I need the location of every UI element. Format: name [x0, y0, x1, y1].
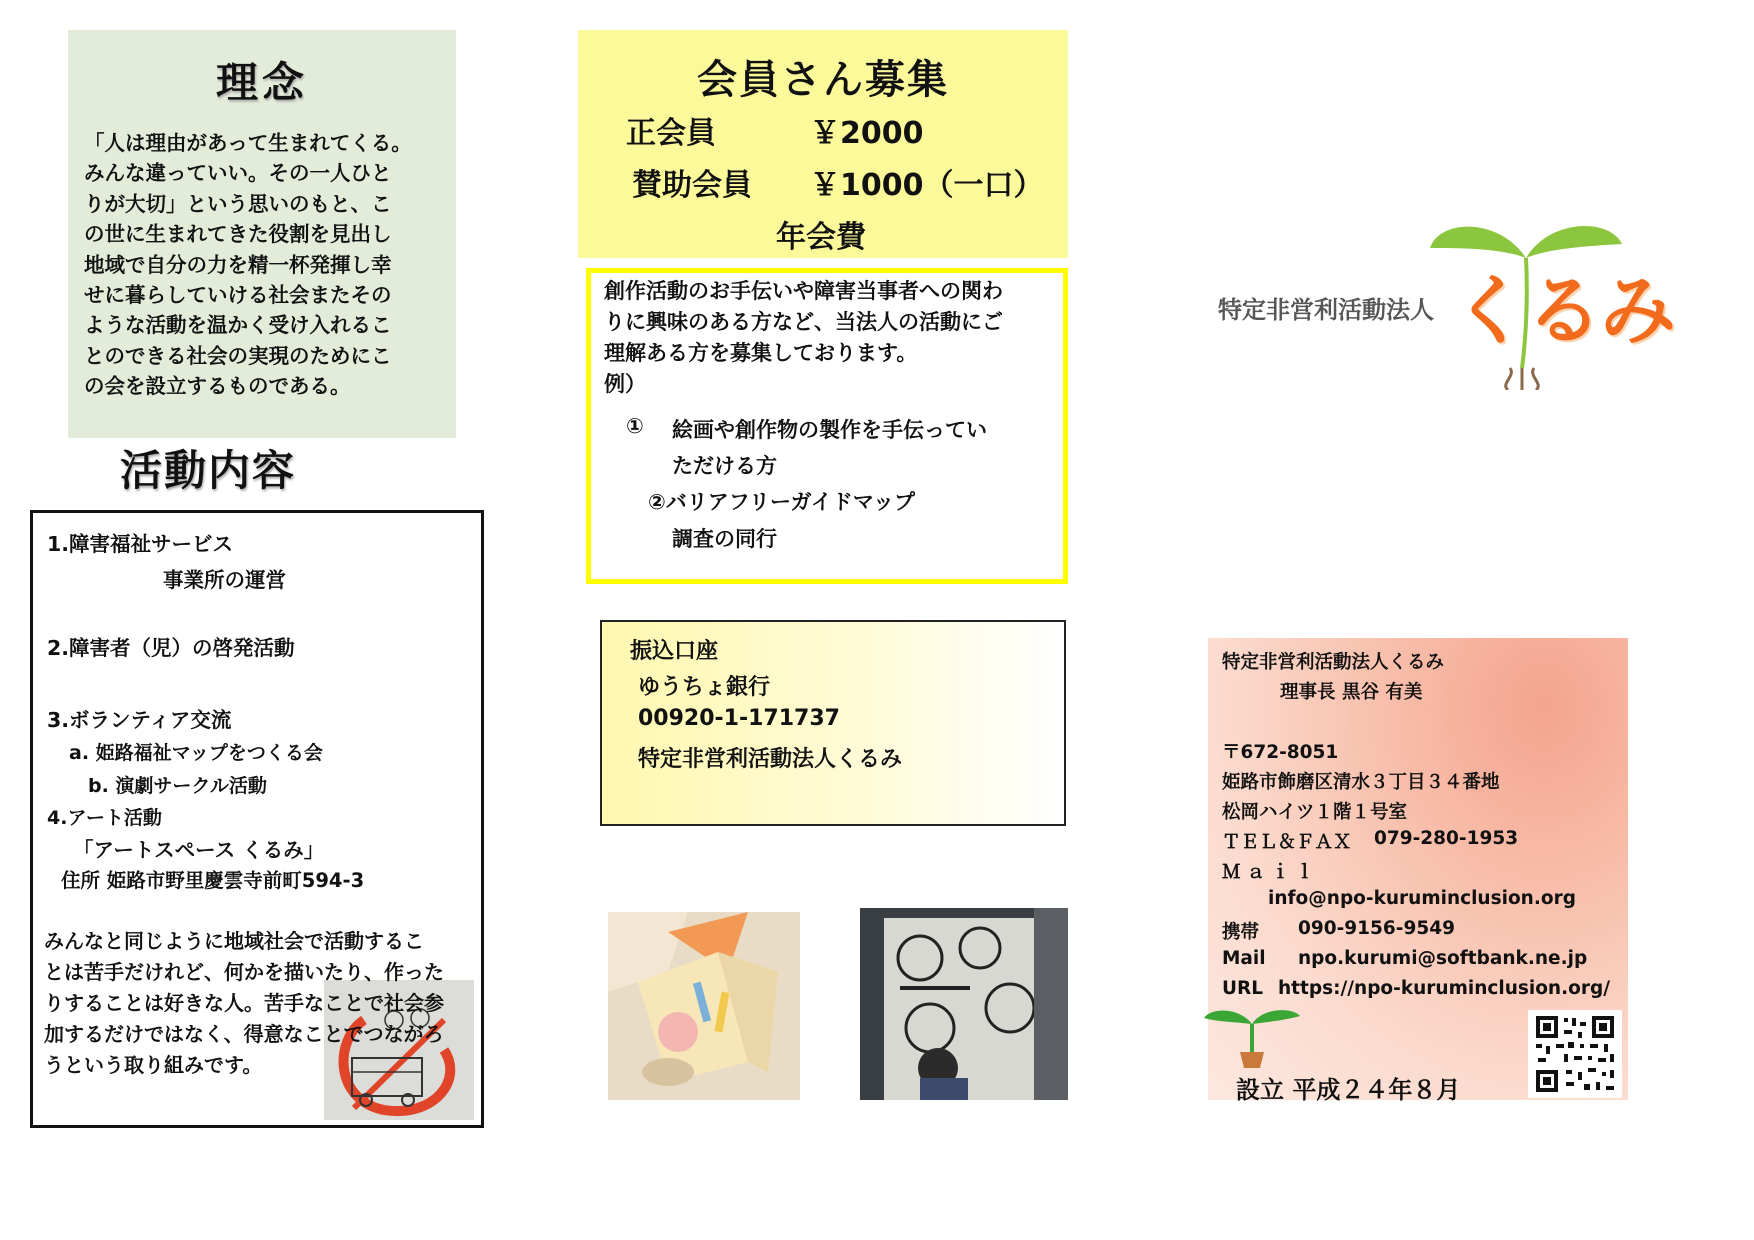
philosophy-line: りが大切」という思いのもと、こ: [84, 191, 392, 216]
description-line: うという取り組みです。: [44, 1053, 263, 1077]
small-sprout-icon: [1204, 1006, 1300, 1070]
activity-item: 1.障害福祉サービス: [47, 532, 234, 556]
description-line: とは苦手だけれど、何かを描いたり、作った: [44, 960, 444, 984]
philosophy-title: 理念: [215, 58, 308, 107]
recruitment-line: りに興味のある方など、当法人の活動にご: [604, 310, 1003, 334]
contact-postal-code: 〒672-8051: [1222, 742, 1339, 763]
art-space-name: 「アートスペース くるみ」: [73, 838, 325, 862]
contact-tel-label: ＴＥＬ＆ＦＡＸ: [1222, 832, 1352, 853]
contact-chairperson: 理事長 黒谷 有美: [1280, 682, 1423, 703]
description-line: りすることは好きな人。苦手なことで社会参: [44, 991, 444, 1015]
bank-account-title: 振込口座: [630, 639, 719, 664]
bank-name: ゆうちょ銀行: [638, 675, 771, 700]
example-1-text: 絵画や創作物の製作を手伝ってい: [672, 418, 987, 442]
contact-address-building: 松岡ハイツ１階１号室: [1222, 802, 1408, 823]
organization-logo-name: くるみ: [1452, 266, 1674, 355]
philosophy-line: の会を設立するものである。: [84, 374, 351, 399]
bank-account-panel: [600, 620, 1066, 826]
contact-mail2-label: Mail: [1222, 948, 1266, 969]
regular-member-fee: ￥2000: [810, 116, 924, 151]
recruitment-line: 理解ある方を募集しております。: [604, 341, 918, 365]
philosophy-line: 「人は理由があって生まれてくる。: [84, 131, 412, 155]
organization-type-label: 特定非営利活動法人: [1218, 296, 1434, 324]
supporting-member-fee: ￥1000（一口）: [810, 168, 1044, 203]
membership-title: 会員さん募集: [697, 57, 949, 103]
contact-mobile-label: 携帯: [1222, 922, 1260, 943]
contact-email-2: npo.kurumi@softbank.ne.jp: [1298, 948, 1588, 969]
philosophy-line: とのできる社会の実現のためにこ: [84, 343, 392, 368]
activity-item: 事業所の運営: [163, 568, 286, 592]
recruitment-text: [604, 276, 1054, 400]
philosophy-line: ような活動を温かく受け入れるこ: [84, 313, 392, 338]
account-number: 00920-1-171737: [638, 706, 840, 731]
activities-description: [44, 926, 462, 1081]
contact-org-name: 特定非営利活動法人くるみ: [1222, 652, 1445, 673]
recruitment-line: 創作活動のお手伝いや障害当事者への関わ: [604, 279, 1003, 303]
mural-painting-photo: [860, 908, 1068, 1100]
description-line: みんなと同じように地域社会で活動するこ: [44, 929, 424, 953]
example-1-text-cont: ただける方: [672, 454, 777, 478]
annual-fee-label: 年会費: [776, 220, 866, 255]
philosophy-text: [84, 128, 450, 402]
crafts-photo: [608, 912, 800, 1100]
example-2-text: ②バリアフリーガイドマップ: [648, 490, 916, 514]
philosophy-line: 地域で自分の力を精一杯発揮し幸: [84, 252, 392, 277]
activity-item: 3.ボランティア交流: [47, 708, 232, 732]
contact-tel: 079-280-1953: [1374, 828, 1519, 849]
philosophy-line: の世に生まれてきた役割を見出し: [84, 222, 392, 247]
regular-member-label: 正会員: [626, 116, 716, 151]
founding-date: 設立 平成２４年８月: [1236, 1076, 1461, 1104]
contact-address: 姫路市飾磨区清水３丁目３４番地: [1222, 772, 1500, 793]
art-space-address: 住所 姫路市野里慶雲寺前町594-3: [61, 869, 365, 892]
example-2-text-cont: 調査の同行: [672, 527, 777, 551]
contact-url-label: URL: [1222, 978, 1264, 999]
activity-subitem: b. 演劇サークル活動: [88, 775, 267, 797]
description-line: 加するだけではなく、得意なことでつながろ: [44, 1022, 444, 1046]
supporting-member-label: 賛助会員: [632, 168, 752, 203]
contact-mobile: 090-9156-9549: [1298, 918, 1455, 939]
philosophy-line: みんな違っていい。その一人ひと: [84, 161, 392, 186]
example-label: 例）: [604, 372, 646, 396]
account-holder: 特定非営利活動法人くるみ: [638, 747, 903, 772]
philosophy-line: せに暮らしていける社会またその: [84, 283, 392, 308]
activity-item: 2.障害者（児）の啓発活動: [47, 636, 295, 660]
contact-mail-label: Ｍａｉｌ: [1222, 862, 1321, 883]
contact-email: info@npo-kuruminclusion.org: [1268, 888, 1576, 909]
contact-url: https://npo-kuruminclusion.org/: [1278, 978, 1610, 999]
activity-subitem: a. 姫路福祉マップをつくる会: [69, 742, 323, 764]
activities-title: 活動内容: [120, 446, 297, 495]
qr-code-icon[interactable]: [1528, 1010, 1622, 1098]
example-1-number: ①: [626, 414, 644, 438]
activity-item: 4.アート活動: [47, 807, 162, 829]
